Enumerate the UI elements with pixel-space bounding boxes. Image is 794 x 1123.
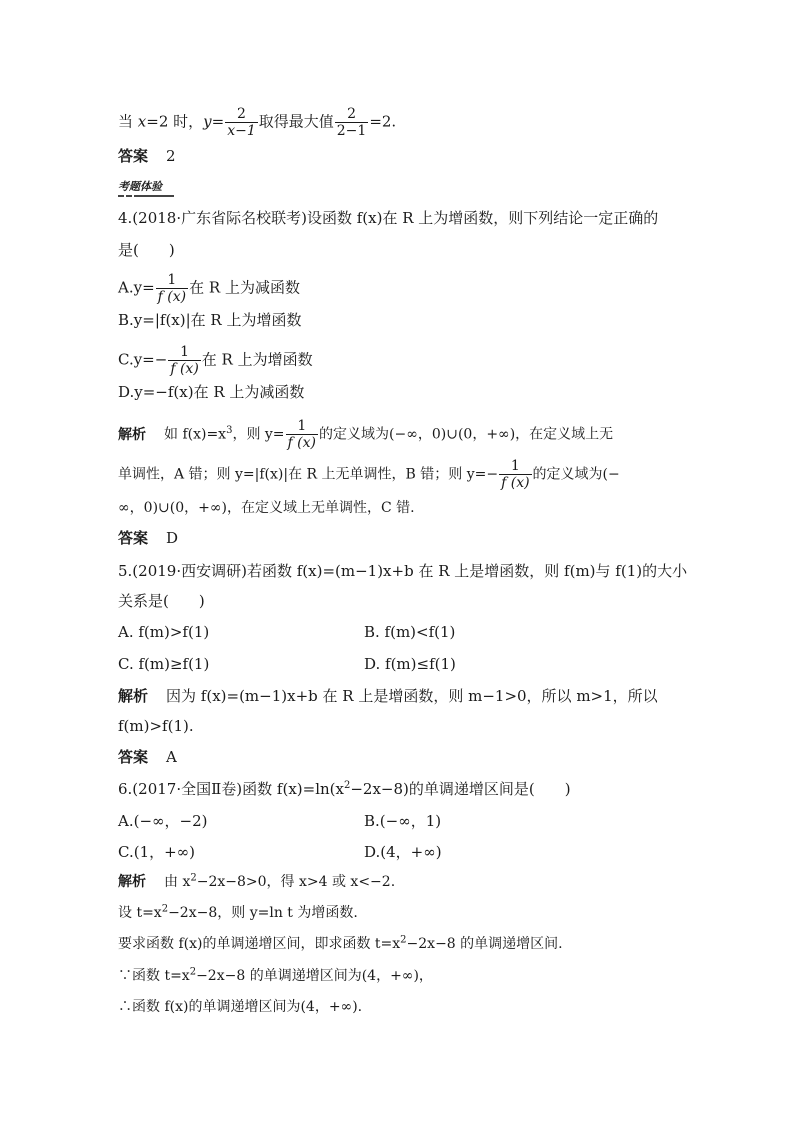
answer-value: D (166, 529, 179, 547)
q6-option-a: A.(−∞，−2) (118, 812, 208, 830)
q4-option-c: C.y=− $\frac{1}{f (x)}$ 在 R 上为增函数 (118, 344, 313, 377)
q5-analysis-line2: f(m)>f(1). (118, 717, 194, 735)
intro-text: =2. (369, 112, 397, 131)
q4-analysis-line3: ∞，0)∪(0，+∞)，在定义域上无单调性，C 错. (118, 500, 415, 516)
fraction: $\frac{1}{f (x)}$ (501, 458, 530, 491)
q4-option-d: D.y=−f(x)在 R 上为减函数 (118, 383, 305, 401)
q4-option-a: A.y= $\frac{1}{f (x)}$ 在 R 上为减函数 (118, 272, 300, 305)
q5-analysis-line1: 解析 因为 f(x)=(m−1)x+b 在 R 上是增函数，则 m−1>0，所以 m>1，所以 (118, 687, 658, 705)
q5-stem-line1: 5.(2019·西安调研)若函数 f(x)=(m−1)x+b 在 R 上是增函数，则 f(m)与 f(1)的大小 (118, 562, 688, 580)
intro-text: = (211, 112, 225, 131)
q6-analysis-line1: 解析 由 $x^2-2x-8>0$，得 x>4 或 x<−2. (118, 872, 396, 890)
fraction: $\frac{1}{f (x)}$ (287, 418, 316, 451)
q4-stem-line1: 4.(2018·广东省际名校联考)设函数 f(x)在 R 上为增函数，则下列结论一定正确的 (118, 209, 659, 227)
answer-value: A (166, 748, 177, 766)
analysis-label: 解析 (118, 687, 149, 705)
analysis-label: 解析 (118, 874, 146, 890)
answer-value: 2 (166, 147, 176, 165)
fraction: $\frac{1}{f (x)}$ (170, 344, 199, 377)
var-y: y (203, 112, 212, 131)
answer-label: 答案 (118, 147, 149, 165)
answer-label: 答案 (118, 748, 149, 766)
q5-answer (118, 747, 177, 767)
intro-answer (118, 146, 176, 166)
intro-text: 当 (118, 112, 138, 131)
analysis-label: 解析 (118, 426, 146, 443)
q5-option-d: D. f(m)≤f(1) (364, 655, 456, 673)
q6-analysis-line2: 设 $t=x^2-2x-8$，则 y=ln t 为增函数. (118, 903, 358, 921)
fraction: $\frac{1}{f (x)}$ (157, 272, 187, 305)
q6-option-c: C.(1，+∞) (118, 843, 196, 861)
section-tag-underline (118, 195, 180, 197)
q6-analysis-line5: ∴函数 f(x)的单调递增区间为(4，+∞). (118, 999, 363, 1015)
q6-option-b: B.(−∞，1) (364, 812, 442, 830)
q5-options-row1 (118, 622, 209, 642)
q4-analysis-line2: 单调性，A 错；则 y=|f(x)|在 R 上无单调性，B 错；则 y=− $\frac{1}{f (x)}$ 的定义域为(− (118, 458, 620, 491)
intro-text: 取得最大值 (258, 112, 334, 131)
q5-option-b: B. f(m)<f(1) (364, 623, 456, 641)
section-tag: 考题体验 (118, 180, 162, 193)
q5-option-c: C. f(m)≥f(1) (118, 655, 210, 673)
q6-analysis-line3: 要求函数 f(x)的单调递增区间，即求函数 $t=x^2-2x-8$ 的单调递增区间. (118, 934, 563, 952)
q6-option-d: D.(4，+∞) (364, 843, 442, 861)
fraction: $\frac{2}{x-1}$ (227, 106, 256, 139)
q6-analysis-line4: ∵函数 $t=x^2-2x-8$ 的单调递增区间为(4，+∞)， (118, 966, 433, 984)
q5-option-a: A. f(m)>f(1) (118, 623, 210, 641)
q5-stem-line2: 关系是( ) (118, 592, 205, 610)
q4-answer (118, 528, 178, 548)
var-x: x (137, 112, 147, 131)
q6-stem: 6.(2017·全国Ⅱ卷)函数 $f(x)=\ln(x^2-2x-8)$的单调递增区间是( ) (118, 780, 571, 798)
q4-stem-line2: 是( ) (118, 241, 175, 259)
q4-analysis-line1: 解析 如 $f(x)=x^3$，则 y= $\frac{1}{f (x)}$ 的定义域为(−∞，0)∪(0，+∞)，在定义域上无 (118, 418, 614, 451)
intro-line (118, 106, 396, 139)
q4-option-b: B.y=|f(x)|在 R 上为增函数 (118, 311, 302, 329)
answer-label: 答案 (118, 529, 149, 547)
fraction: $\frac{2}{2-1}$ (336, 106, 367, 139)
intro-text: =2 时， (146, 112, 204, 131)
